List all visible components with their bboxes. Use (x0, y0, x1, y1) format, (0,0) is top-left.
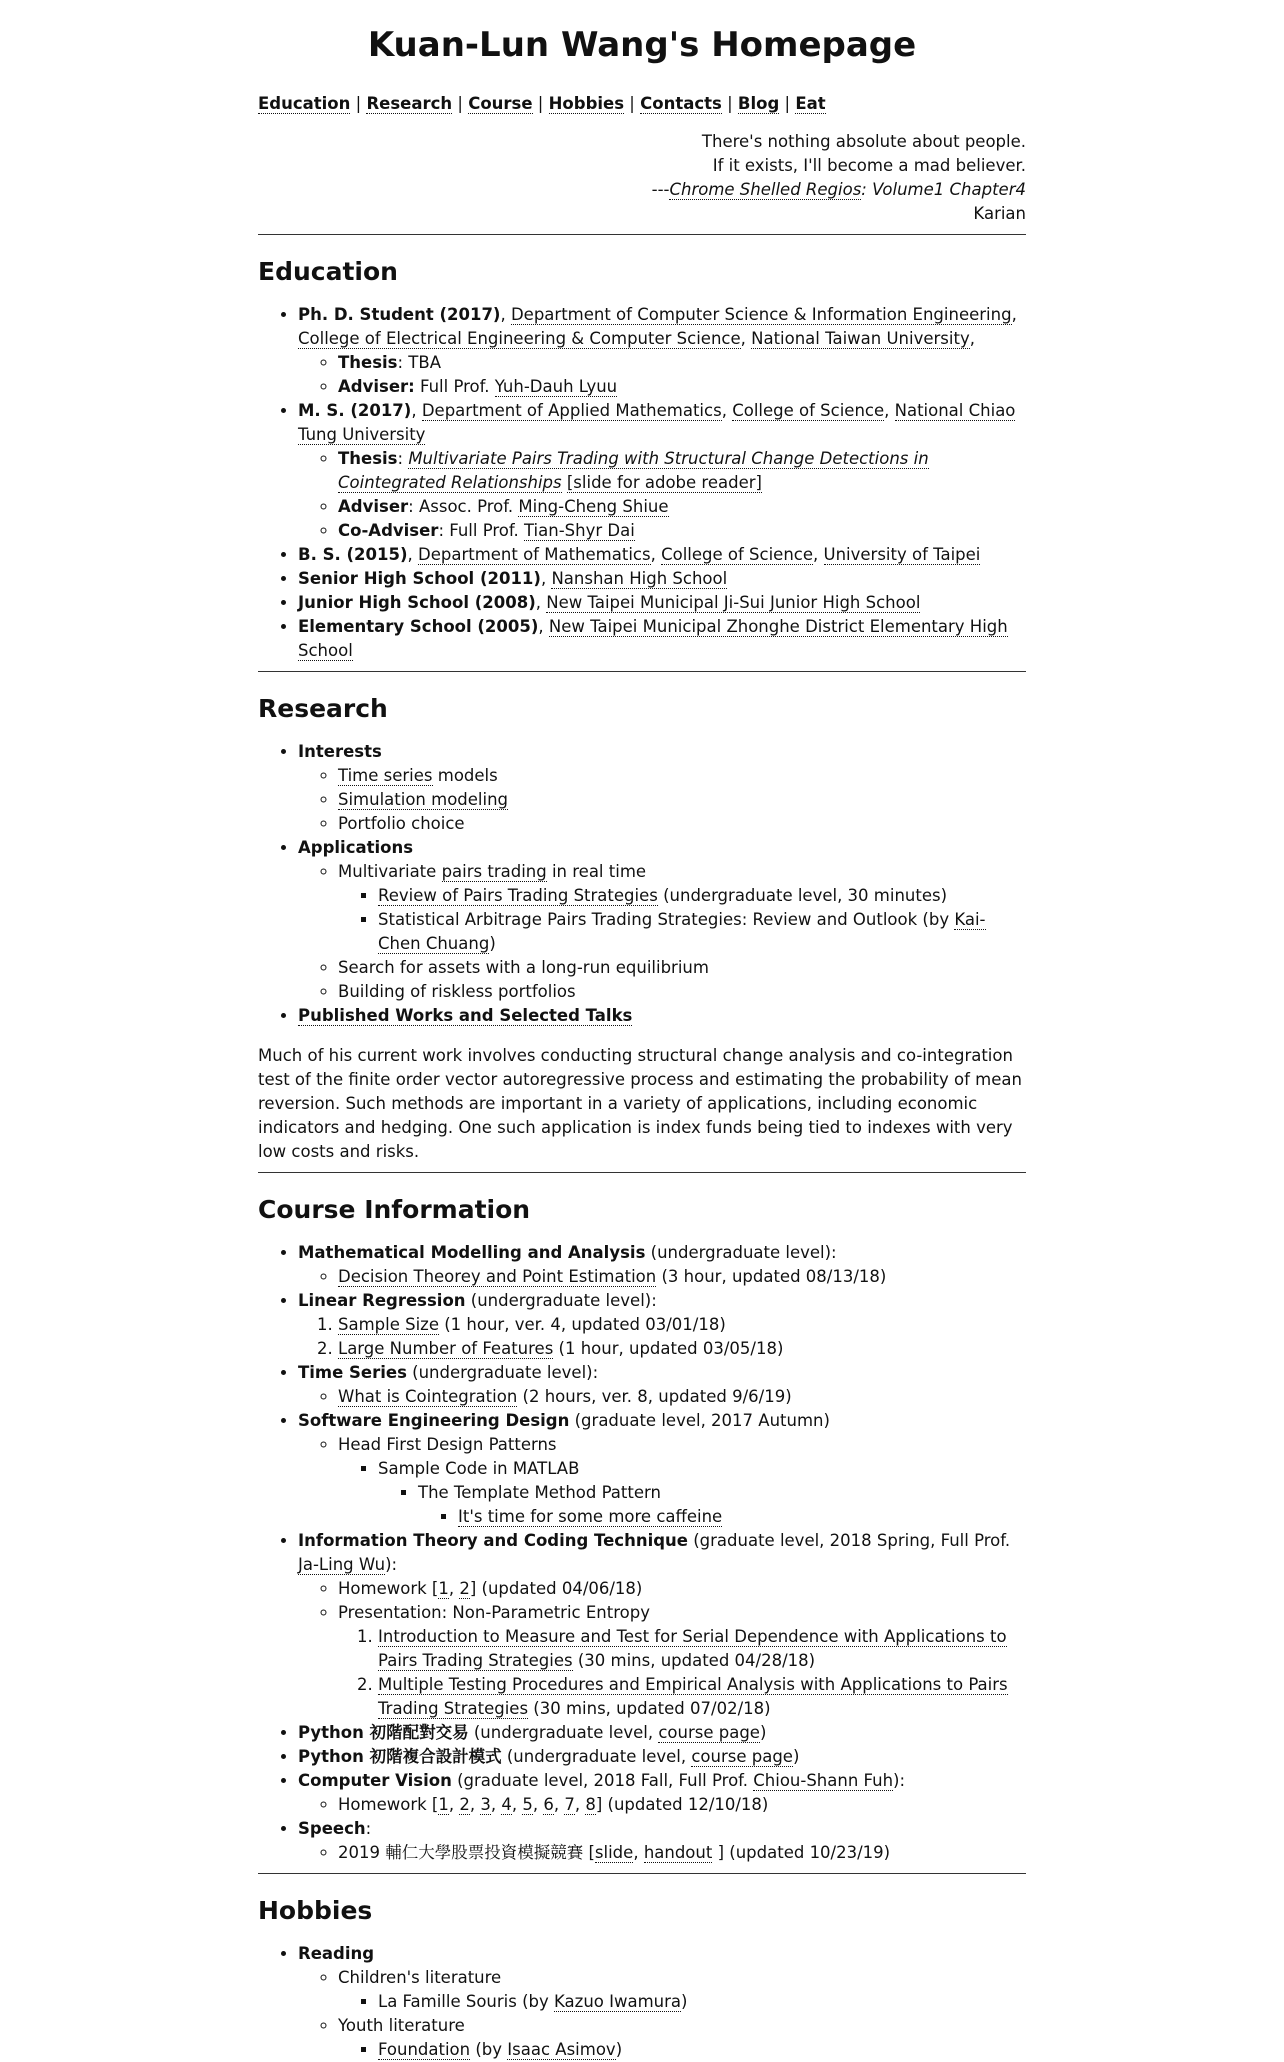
speech-slide-link[interactable]: slide (594, 1843, 634, 1862)
adviser-label: Adviser (338, 497, 409, 516)
homework-text: Homework [ (338, 1579, 439, 1598)
list-item (338, 788, 1026, 812)
quote-prefix: --- (651, 180, 670, 199)
phd-thesis: : TBA (397, 353, 441, 372)
book-text: ) (681, 1992, 688, 2011)
page (258, 0, 1026, 2062)
app-text: in real time (546, 862, 647, 881)
mma-sublist (298, 1265, 1026, 1289)
speech-sublist (298, 1841, 1026, 1865)
course-label: Speech (298, 1819, 366, 1838)
interests-label: Interests (298, 742, 382, 761)
course-label: Python 初階複合設計模式 (298, 1747, 502, 1766)
adviser-label: Adviser: (338, 377, 415, 396)
nav-separator: | (350, 94, 367, 113)
quote-book-link[interactable]: Chrome Shelled Regios (669, 180, 862, 199)
list-item (338, 956, 1026, 980)
thesis-label: Thesis (338, 449, 398, 468)
ms-label: M. S. (2017) (298, 401, 412, 420)
course-label: Software Engineering Design (298, 1411, 570, 1430)
course-label: Computer Vision (298, 1771, 452, 1790)
nav-hobbies[interactable]: Hobbies (548, 94, 625, 113)
research-heading: Research (258, 694, 388, 723)
adviser-prefix: : Assoc. Prof. (408, 497, 519, 516)
python-patterns-course-link[interactable]: course page (691, 1747, 793, 1766)
cv-sublist (298, 1793, 1026, 1817)
research-section (258, 692, 1026, 1164)
list-item (378, 2038, 1026, 2062)
nav-course[interactable]: Course (468, 94, 533, 113)
bs-college-link[interactable]: College of Science (661, 545, 813, 564)
course-item-text: (1 hour, ver. 4, updated 03/01/18) (438, 1315, 726, 1334)
reading-category: Children's literature (338, 1968, 502, 1987)
reading-sublist (298, 1966, 1026, 2062)
cv-homework-link-3[interactable]: 3 (480, 1795, 491, 1814)
bs-univ-link[interactable]: University of Taipei (823, 545, 981, 564)
cv-homework-link-5[interactable]: 5 (522, 1795, 533, 1814)
course-level: (graduate level, 2017 Autumn) (569, 1411, 830, 1430)
list-item (378, 1457, 1026, 1529)
lr-sublist (298, 1313, 1026, 1361)
course-item-text: (30 mins, updated 04/28/18) (572, 1651, 816, 1670)
nav-blog[interactable]: Blog (737, 94, 780, 113)
nav-bar (258, 92, 1026, 116)
ja-ling-wu-link[interactable]: Ja-Ling Wu (298, 1555, 386, 1574)
course-level: (undergraduate level, (501, 1747, 692, 1766)
sed-sublist (298, 1433, 1026, 1529)
course-label: Information Theory and Coding Technique (298, 1531, 688, 1550)
hobbies-heading: Hobbies (258, 1896, 373, 1925)
published-works-link[interactable]: Published Works and Selected Talks (298, 1006, 633, 1025)
course-label: Python 初階配對交易 (298, 1723, 469, 1742)
course-label: Linear Regression (298, 1291, 466, 1310)
list-item (298, 1769, 1026, 1817)
foundation-link[interactable]: Foundation (378, 2040, 471, 2059)
research-paragraph: Much of his current work involves conducting structural change analysis and co-integration test of the finite order vector autoregressive process and estimating the probability of mean reversion. Such methods are important in a variety of applications, including economic indicators and hedging. One such application is index funds being tied to indexes with very low costs and risks. (258, 1046, 1022, 1161)
quote-chapter: : Volume1 Chapter4 (861, 180, 1026, 199)
list-item: ◦ Thesis: Multivariate Pairs Trading with Structural Change Detections in Cointegrated Relationships [slide for adobe reader] (338, 447, 1026, 495)
homework-text: , (448, 1579, 460, 1598)
education-heading: Education (258, 257, 398, 286)
interest-text: models (432, 766, 498, 785)
course-heading: Course Information (258, 1195, 531, 1224)
list-item (338, 764, 1026, 788)
list-item (298, 1529, 1026, 1721)
ms-univ-link[interactable]: National Chiao Tung University (298, 401, 1016, 444)
list-item (378, 1990, 1026, 2014)
cointegration-link[interactable]: What is Cointegration (338, 1387, 518, 1406)
time-series-link[interactable]: Time series (338, 766, 433, 785)
list-item (338, 812, 1026, 836)
list-item: • Elementary School (2005), New Taipei Municipal Zhonghe District Elementary High School (298, 615, 1026, 663)
divider (258, 1172, 1026, 1173)
page-title: Kuan-Lun Wang's Homepage (367, 25, 917, 65)
speech-text: , (633, 1843, 644, 1862)
list-item: • B. S. (2015), Department of Mathematics, College of Science, University of Taipei (298, 543, 1026, 567)
pairs-trading-link[interactable]: pairs trading (441, 862, 547, 881)
simulation-link[interactable]: Simulation modeling (338, 790, 509, 809)
phd-univ-link[interactable]: National Taiwan University (751, 329, 970, 348)
course-level: (undergraduate level, (468, 1723, 659, 1742)
phd-dept-link[interactable]: Department of Computer Science & Information Engineering (510, 305, 1012, 324)
book-text: La Famille Souris (by (378, 1992, 555, 2011)
homework-link-1[interactable]: 1 (438, 1579, 449, 1598)
education-list (258, 303, 1026, 663)
course-item-text: (30 mins, updated 07/02/18) (528, 1699, 771, 1718)
sed-sublist-4 (418, 1505, 1026, 1529)
list-item (298, 1289, 1026, 1361)
list-item (298, 1721, 1026, 1745)
itc-sublist (298, 1577, 1026, 1721)
coadviser-label: Co-Adviser (338, 521, 439, 540)
coadviser-prefix: : Full Prof. (438, 521, 524, 540)
ms-college-link[interactable]: College of Science (732, 401, 885, 420)
applications-label: Applications (298, 838, 414, 857)
list-item (338, 1841, 1026, 1865)
phd-college-link[interactable]: College of Electrical Engineering & Computer Science (298, 329, 741, 348)
reading-label: Reading (298, 1944, 375, 1963)
sed-sublist-3 (378, 1481, 1026, 1529)
list-item (298, 836, 1026, 1004)
course-level: (undergraduate level): (645, 1243, 837, 1262)
nav-separator: | (779, 94, 796, 113)
youth-sublist (338, 2038, 1026, 2062)
nav-contacts[interactable]: Contacts (640, 94, 722, 113)
course-level: ): (385, 1555, 398, 1574)
list-item (298, 1361, 1026, 1409)
multiple-testing-link[interactable]: Multiple Testing Procedures and Empirical Analysis with Applications to Pairs Trading Strategies (378, 1675, 1008, 1718)
children-sublist (338, 1990, 1026, 2014)
cv-homework-link-7[interactable]: 7 (564, 1795, 575, 1814)
course-item-text: (3 hour, updated 08/13/18) (656, 1267, 887, 1286)
homework-text: ] (updated 04/06/18) (469, 1579, 643, 1598)
kazuo-iwamura-link[interactable]: Kazuo Iwamura (554, 1992, 682, 2011)
list-item (338, 375, 1026, 399)
cv-homework-link-6[interactable]: 6 (543, 1795, 554, 1814)
app-text: Search for assets with a long-run equilibrium (338, 958, 709, 977)
elementary-school-link[interactable]: New Taipei Municipal Zhonghe District Elementary High School (298, 617, 1008, 660)
quote-block (258, 130, 1026, 226)
ms-adviser-link[interactable]: Ming-Cheng Shiue (518, 497, 669, 516)
list-item (338, 1337, 1026, 1361)
python-pairs-course-link[interactable]: course page (658, 1723, 760, 1742)
isaac-asimov-link[interactable]: Isaac Asimov (507, 2040, 616, 2059)
homework-text: ] (updated 12/10/18) (595, 1795, 769, 1814)
course-item-text: (2 hours, ver. 8, updated 9/6/19) (517, 1387, 792, 1406)
app-text: Building of riskless portfolios (338, 982, 576, 1001)
phd-sublist (298, 351, 1026, 399)
caffeine-link[interactable]: It's time for some more caffeine (458, 1507, 723, 1526)
ts-sublist (298, 1385, 1026, 1409)
reading-category: Youth literature (338, 2016, 465, 2035)
quote-speaker: Karian (973, 204, 1026, 223)
list-item (338, 1265, 1026, 1289)
list-item (338, 980, 1026, 1004)
list-item (298, 1004, 1026, 1028)
homework-link-2[interactable]: 2 (459, 1579, 470, 1598)
course-level: : (365, 1819, 372, 1838)
ms-sublist (298, 447, 1026, 543)
nav-separator: | (532, 94, 549, 113)
list-item (298, 1241, 1026, 1289)
divider (258, 671, 1026, 672)
divider (258, 234, 1026, 235)
bs-dept-link[interactable]: Department of Mathematics (418, 545, 651, 564)
course-level: (graduate level, 2018 Spring, Full Prof. (687, 1531, 1011, 1550)
homework-text: Homework [ (338, 1795, 439, 1814)
junior-label: Junior High School (2008) (298, 593, 536, 612)
interests-sublist (298, 764, 1026, 836)
ms-thesis-link[interactable]: Multivariate Pairs Trading with Structural Change Detections in Cointegrated Relationships (338, 449, 929, 492)
interest-text: Portfolio choice (338, 814, 465, 833)
cv-homework-link-8[interactable]: 8 (585, 1795, 596, 1814)
list-item (338, 1966, 1026, 2014)
presentation-text: Presentation: Non-Parametric Entropy (338, 1603, 650, 1622)
hobbies-section (258, 1894, 1026, 2062)
cv-homework-link-4[interactable]: 4 (501, 1795, 512, 1814)
book-text: (by (470, 2040, 508, 2059)
course-level: (graduate level, 2018 Fall, Full Prof. (451, 1771, 754, 1790)
list-item: ◦ Homework [1, 2, 3, 4, 5, 6, 7, 8] (updated 12/10/18) (338, 1793, 1026, 1817)
cv-homework-link-2[interactable]: 2 (459, 1795, 470, 1814)
course-list (258, 1241, 1026, 1865)
list-item (298, 740, 1026, 836)
research-list (258, 740, 1026, 1028)
course-label: Mathematical Modelling and Analysis (298, 1243, 646, 1262)
nav-separator: | (624, 94, 641, 113)
pairs-sublist (338, 884, 1026, 956)
chiou-shann-fuh-link[interactable]: Chiou-Shann Fuh (753, 1771, 894, 1790)
ms-coadviser-link[interactable]: Tian-Shyr Dai (523, 521, 635, 540)
list-item (378, 1673, 1026, 1721)
list-item: • Senior High School (2011), Nanshan High School (298, 567, 1026, 591)
course-item-text: Sample Code in MATLAB (378, 1459, 580, 1478)
course-level: (undergraduate level): (406, 1363, 599, 1382)
list-item (338, 1433, 1026, 1529)
sed-sublist-2 (338, 1457, 1026, 1529)
list-item: • Ph. D. Student (2017), Department of Computer Science & Information Engineering, College of Electrical Engineering & Computer Science, National Taiwan University, ◦ Thesis: TBA ◦ Adviser: Full Prof. Yuh-Dauh Lyuu (298, 303, 1026, 399)
thesis-label: Thesis (338, 353, 398, 372)
speech-text: 2019 輔仁大學股票投資模擬競賽 [ (338, 1843, 595, 1862)
senior-label: Senior High School (2011) (298, 569, 541, 588)
list-item (338, 519, 1026, 543)
list-item (298, 1817, 1026, 1865)
list-item (378, 884, 1026, 908)
review-pairs-link[interactable]: Review of Pairs Trading Strategies (378, 886, 658, 905)
sample-size-link[interactable]: Sample Size (338, 1315, 439, 1334)
nav-eat[interactable]: Eat (795, 94, 826, 113)
list-item (298, 1409, 1026, 1529)
course-label: Time Series (298, 1363, 407, 1382)
speech-handout-link[interactable]: handout (643, 1843, 713, 1862)
serial-dependence-link[interactable]: Introduction to Measure and Test for Serial Dependence with Applications to Pairs Trading Strategies (378, 1627, 1007, 1670)
course-level: ): (893, 1771, 906, 1790)
course-item-text: Head First Design Patterns (338, 1435, 557, 1454)
course-item-text: (1 hour, updated 03/05/18) (553, 1339, 784, 1358)
app-text: Multivariate (338, 862, 442, 881)
education-section (258, 255, 1026, 663)
course-level: (undergraduate level): (465, 1291, 657, 1310)
list-item (298, 1745, 1026, 1769)
bs-label: B. S. (2015) (298, 545, 408, 564)
list-item (338, 1601, 1026, 1721)
quote-line-2: If it exists, I'll become a mad believer. (712, 156, 1026, 175)
speech-text: ] (updated 10/23/19) (712, 1843, 891, 1862)
list-item (338, 495, 1026, 519)
list-item: • Junior High School (2008), New Taipei Municipal Ji-Sui Junior High School (298, 591, 1026, 615)
applications-sublist (298, 860, 1026, 1004)
list-item (298, 1942, 1026, 2062)
junior-school-link[interactable]: New Taipei Municipal Ji-Sui Junior High School (546, 593, 921, 612)
large-features-link[interactable]: Large Number of Features (338, 1339, 554, 1358)
app-text: ) (489, 934, 496, 953)
senior-school-link[interactable]: Nanshan High School (551, 569, 728, 588)
list-item (338, 351, 1026, 375)
course-item-text: The Template Method Pattern (418, 1483, 661, 1502)
list-item (458, 1505, 1026, 1529)
list-item (378, 908, 1026, 956)
list-item (338, 1385, 1026, 1409)
list-item (338, 1313, 1026, 1337)
quote-source (258, 178, 1026, 202)
course-level: ) (759, 1723, 767, 1742)
list-item (378, 1625, 1026, 1673)
list-item (418, 1481, 1026, 1529)
quote-line-1: There's nothing absolute about people. (701, 132, 1026, 151)
list-item (338, 1577, 1026, 1601)
elementary-label: Elementary School (2005) (298, 617, 539, 636)
course-section (258, 1193, 1026, 1865)
nav-education[interactable]: Education (258, 94, 351, 113)
hobbies-list (258, 1942, 1026, 2062)
nav-research[interactable]: Research (366, 94, 453, 113)
course-level: ) (792, 1747, 800, 1766)
adviser-prefix: Full Prof. (414, 377, 495, 396)
cv-homework-link-1[interactable]: 1 (438, 1795, 449, 1814)
nav-separator: | (452, 94, 469, 113)
kai-chen-chuang-link[interactable]: Kai-Chen Chuang (378, 910, 986, 953)
decision-theory-link[interactable]: Decision Theorey and Point Estimation (338, 1267, 657, 1286)
phd-adviser-link[interactable]: Yuh-Dauh Lyuu (494, 377, 618, 396)
list-item (338, 860, 1026, 956)
phd-label: Ph. D. Student (2017) (298, 305, 501, 324)
divider (258, 1873, 1026, 1874)
app-text: (undergraduate level, 30 minutes) (657, 886, 948, 905)
presentation-sublist (338, 1625, 1026, 1721)
app-text: Statistical Arbitrage Pairs Trading Strategies: Review and Outlook (by (378, 910, 955, 929)
list-item (338, 2014, 1026, 2062)
nav-separator: | (721, 94, 738, 113)
list-item: • M. S. (2017), Department of Applied Mathematics, College of Science, National Chiao Tung University ◦ Thesis: Multivariate Pairs Trading with Structural Change Detections in Cointegrated Relationships [slide for adobe reader] ◦ Adviser: Assoc. Prof. Ming-Cheng Shiue ◦ Co-Adviser: Full Prof. Tian-Shyr Dai (298, 399, 1026, 543)
book-text: ) (615, 2040, 623, 2059)
ms-slide-link[interactable]: [slide for adobe reader] (566, 473, 762, 492)
ms-dept-link[interactable]: Department of Applied Mathematics (421, 401, 722, 420)
